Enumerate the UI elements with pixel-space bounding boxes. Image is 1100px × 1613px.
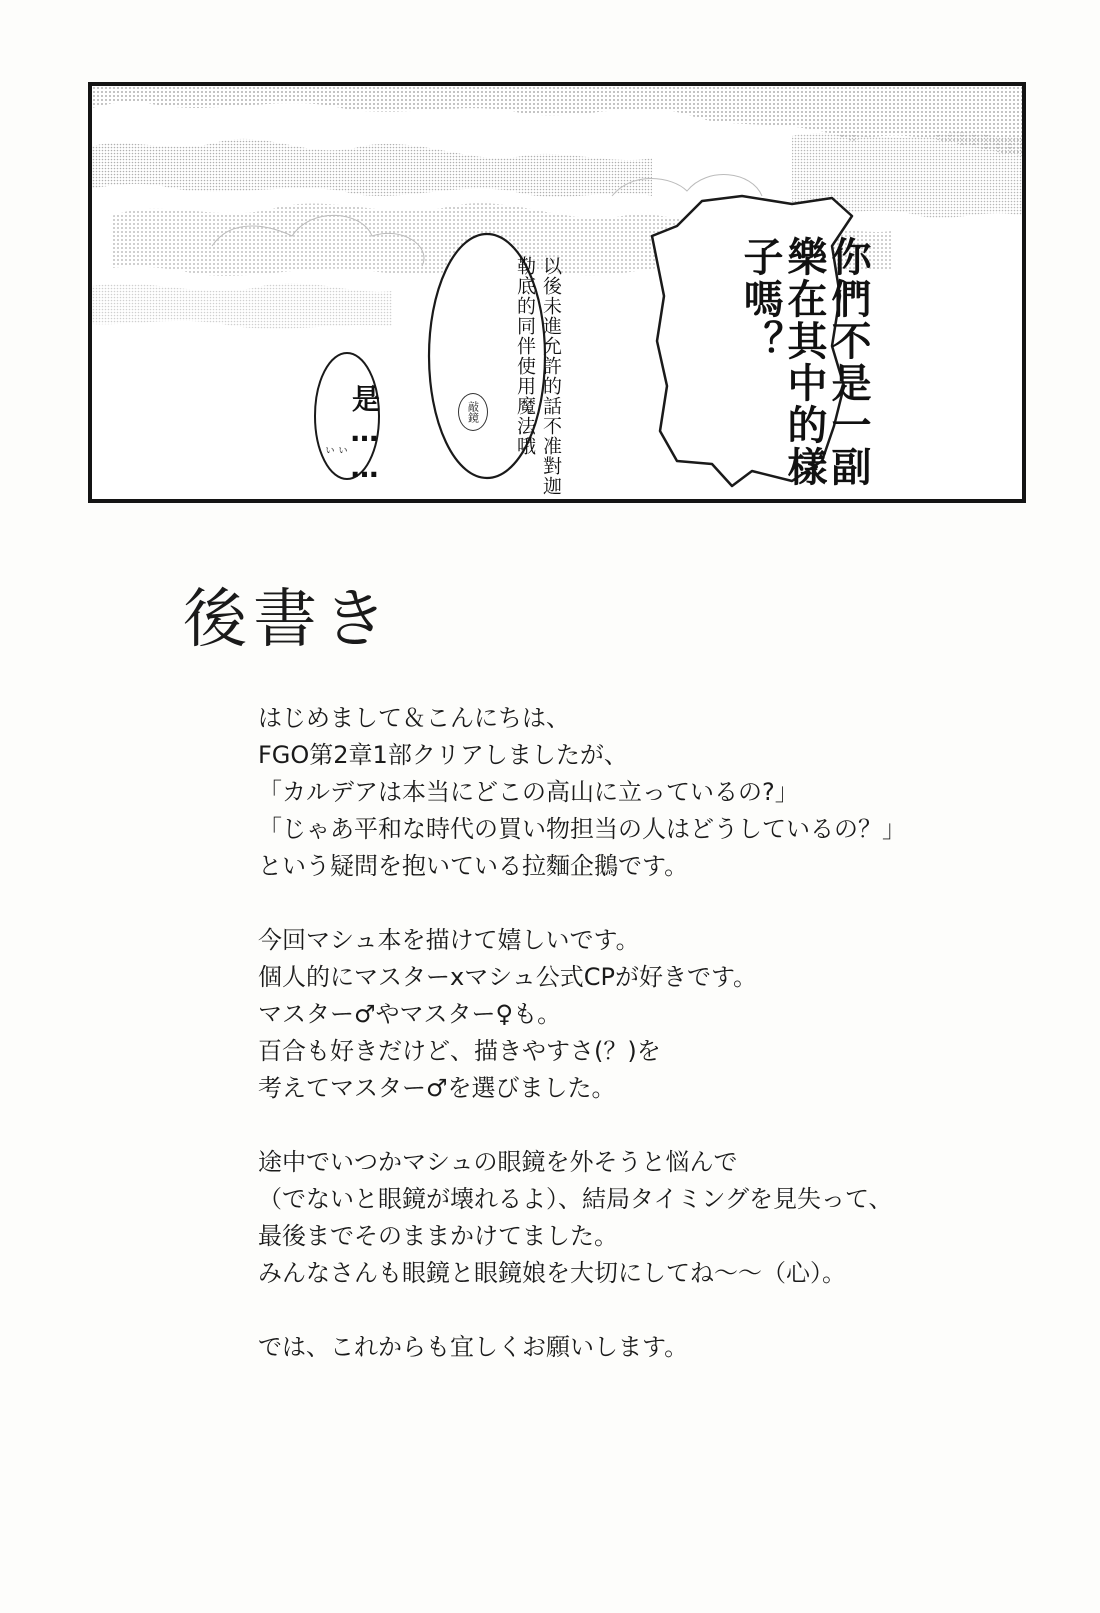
afterword-line: マスター♂やマスター♀も。 <box>258 1000 562 1028</box>
afterword-paragraph <box>258 1329 1018 1366</box>
afterword-line: はじめまして＆こんにちは、 <box>258 704 570 732</box>
afterword-line: みんなさんも眼鏡と眼鏡娘を大切にしてね〜〜（心）。 <box>258 1259 846 1287</box>
speech-bubble-mid-text: 以後未進允許的話不准對迦勒底的同伴使用魔法哦 <box>514 256 562 496</box>
afterword-paragraph <box>258 922 1018 1107</box>
afterword-title: 後書き <box>183 583 393 657</box>
afterword-paragraph <box>258 700 1018 885</box>
speech-bubble-main-text: 你們不是一副樂在其中的樣子嗎？ <box>737 236 871 488</box>
speech-bubble-small-text: 是…… <box>348 384 381 487</box>
afterword-line: では、これからも宜しくお願いします。 <box>258 1333 689 1361</box>
afterword-line: （でないと眼鏡が壊れるよ）、結局タイミングを見失って、 <box>258 1185 893 1213</box>
afterword-line: という疑問を抱いている拉麵企鵝です。 <box>258 852 689 880</box>
afterword-line: 「じゃあ平和な時代の買い物担当の人はどうしているの？」 <box>258 815 906 843</box>
afterword-body <box>258 700 1018 1403</box>
afterword-line: 今回マシュ本を描けて嬉しいです。 <box>258 926 640 954</box>
afterword-line: 「カルデアは本当にどこの高山に立っているの?」 <box>258 778 799 806</box>
afterword-line: 考えてマスター♂を選びました。 <box>258 1074 616 1102</box>
manga-panel <box>88 82 1026 503</box>
afterword-paragraph <box>258 1144 1018 1292</box>
afterword-line: FGO第2章1部クリアしましたが、 <box>258 741 628 769</box>
afterword-line: 百合も好きだけど、描きやすさ(？)を <box>258 1037 661 1065</box>
afterword-line: 途中でいつかマシュの眼鏡を外そうと悩んで <box>258 1148 738 1176</box>
afterword-line: 個人的にマスターxマシュ公式CPが好きです。 <box>258 963 758 991</box>
sweat-sfx: ぃぃ <box>324 442 351 456</box>
glasses-tap-sfx: 敲鏡 <box>458 393 488 431</box>
afterword-line: 最後までそのままかけてました。 <box>258 1222 618 1250</box>
